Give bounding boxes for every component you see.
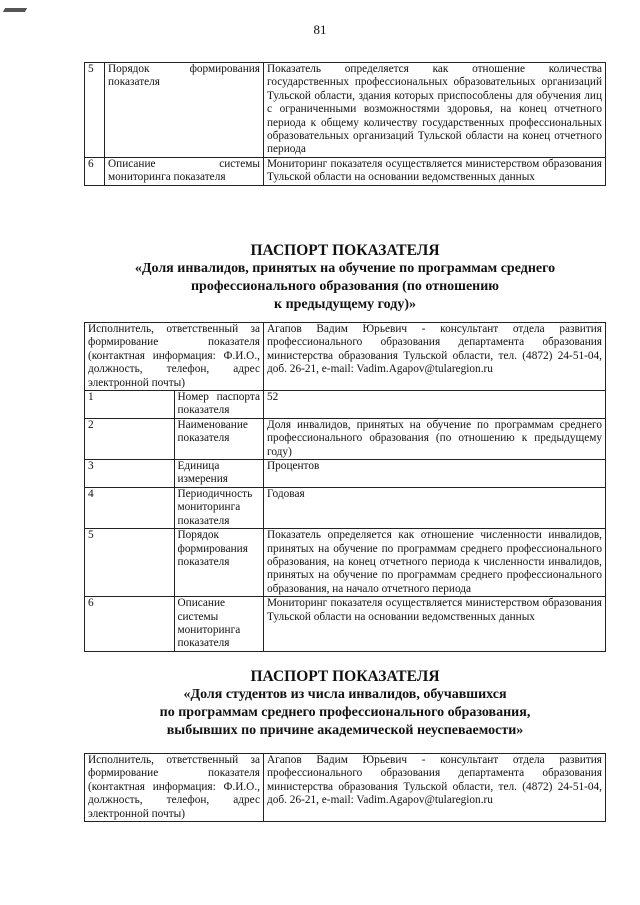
table-row <box>85 63 606 158</box>
table-continuation <box>84 62 606 186</box>
row-label: Наименование показателя <box>174 418 264 459</box>
passport-subtitle-line: по программам среднего профессионального образования, <box>159 705 531 720</box>
row-number: 3 <box>85 460 175 488</box>
row-number: 6 <box>85 597 175 652</box>
row-label: Порядок формирования показателя <box>174 529 264 597</box>
row-value: Показатель определяется как отношение количества государственных профессиональных образовательных организаций Тульской области, здания которых приспособлены для обучения лиц с ограниченными возможностями здоровья, на конец отчетного периода к общему количеству государственных профессиональных образовательных организаций Тульской области на конец отчетного периода <box>264 63 606 158</box>
passport-title: ПАСПОРТ ПОКАЗАТЕЛЯ <box>250 242 440 259</box>
passport-table <box>84 322 606 652</box>
row-label: Единица измерения <box>174 460 264 488</box>
table-row <box>85 157 606 185</box>
table-row <box>85 323 606 391</box>
passport-subtitle-line: «Доля инвалидов, принятых на обучение по программам среднего <box>134 261 556 276</box>
executive-label: Исполнитель, ответственный за формирование показателя (контактная информация: Ф.И.О., должность, телефон, адрес электронной почты) <box>85 754 264 822</box>
table-row <box>85 487 606 528</box>
row-value: Годовая <box>264 487 606 528</box>
table-row <box>85 391 606 419</box>
scan-artifact <box>3 8 27 12</box>
table-row <box>85 754 606 822</box>
row-label: Номер паспорта показателя <box>174 391 264 419</box>
page-number: 81 <box>313 22 327 37</box>
passport-subtitle-line: к предыдущему году)» <box>274 297 416 312</box>
row-value: Мониторинг показателя осуществляется министерством образования Тульской области на основании ведомственных данных <box>264 597 606 652</box>
passport-table <box>84 753 606 822</box>
row-number: 2 <box>85 418 175 459</box>
row-value: Доля инвалидов, принятых на обучение по программам среднего профессионального образования (по отношению к предыдущему году) <box>264 418 606 459</box>
row-value: Мониторинг показателя осуществляется министерством образования Тульской области на основании ведомственных данных <box>264 157 606 185</box>
passport-heading <box>84 668 606 740</box>
row-value: Показатель определяется как отношение численности инвалидов, принятых на обучение по программам среднего профессионального образования, на конец отчетного периода к численности инвалидов, принятых на обучение по программам среднего профессионального образования, на начало отчетного периода <box>264 529 606 597</box>
row-number: 4 <box>85 487 175 528</box>
table-row <box>85 529 606 597</box>
executive-value: Агапов Вадим Юрьевич - консультант отдела развития профессионального образования департамента образования министерства образования Тульской области, тел. (4872) 24-51-04, доб. 26-21, e-mail: Vadim.Agapov@tularegion.ru <box>264 754 606 822</box>
passport-title: ПАСПОРТ ПОКАЗАТЕЛЯ <box>250 668 440 685</box>
row-label: Порядок формирования показателя <box>105 63 264 158</box>
row-number: 6 <box>85 157 105 185</box>
row-number: 1 <box>85 391 175 419</box>
row-value: Процентов <box>264 460 606 488</box>
passport-subtitle-line: «Доля студентов из числа инвалидов, обучавшихся <box>183 687 507 702</box>
table-row <box>85 460 606 488</box>
row-number: 5 <box>85 63 105 158</box>
row-number: 5 <box>85 529 175 597</box>
passport-heading <box>84 242 606 314</box>
table-row <box>85 418 606 459</box>
executive-label: Исполнитель, ответственный за формирование показателя (контактная информация: Ф.И.О., должность, телефон, адрес электронной почты) <box>85 323 264 391</box>
row-label: Периодичность мониторинга показателя <box>174 487 264 528</box>
passport-subtitle-line: профессионального образования (по отношению <box>190 279 500 294</box>
row-label: Описание системы мониторинга показателя <box>174 597 264 652</box>
passport-subtitle-line: выбывших по причине академической неуспеваемости» <box>166 723 524 738</box>
row-label: Описание системы мониторинга показателя <box>105 157 264 185</box>
executive-value: Агапов Вадим Юрьевич - консультант отдела развития профессионального образования департамента образования министерства образования Тульской области, тел. (4872) 24-51-04, доб. 26-21, e-mail: Vadim.Agapov@tularegion.ru <box>264 323 606 391</box>
table-row <box>85 597 606 652</box>
row-value: 52 <box>264 391 606 419</box>
